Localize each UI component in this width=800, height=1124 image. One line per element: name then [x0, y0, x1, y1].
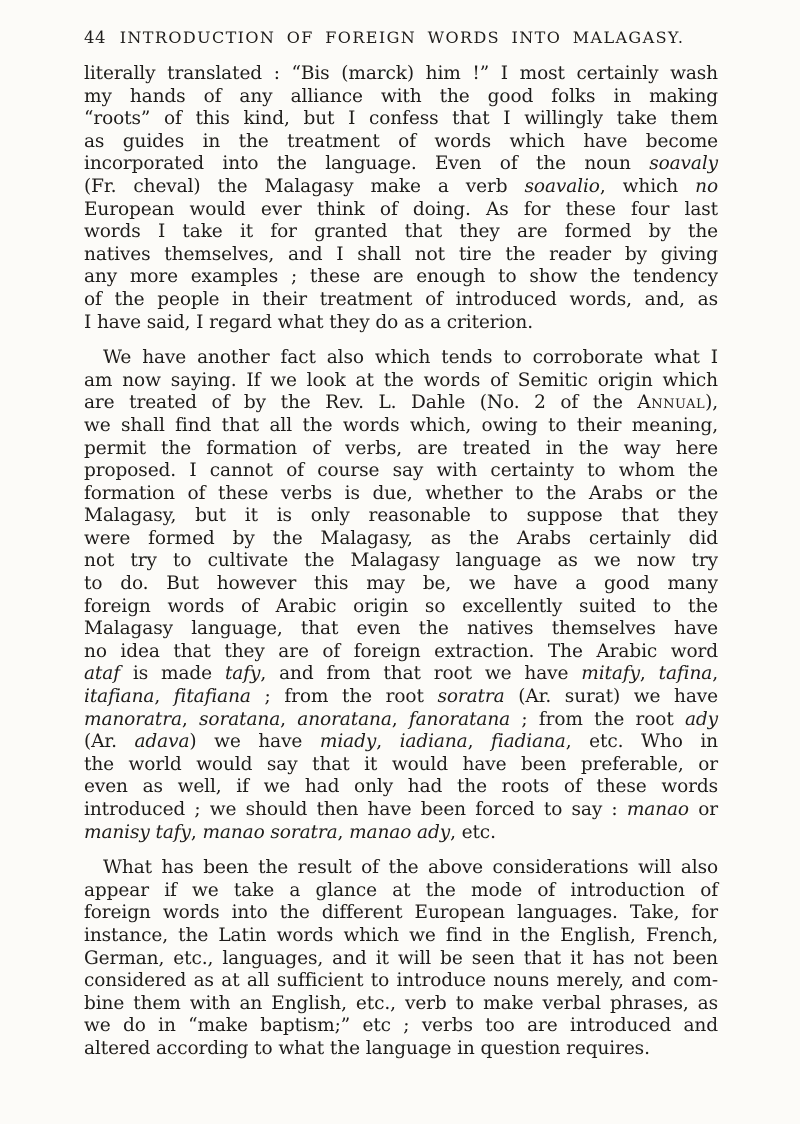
- page-number: 44: [84, 28, 106, 47]
- text-segment: ; from the root: [250, 686, 438, 708]
- text-segment: we do in “make baptism;” etc ; verbs too are introduced and: [84, 1015, 718, 1037]
- text-segment: ,: [376, 731, 400, 753]
- text-segment: ,: [467, 731, 491, 753]
- text-segment: to do. But however this may be, we have a good many: [84, 573, 718, 595]
- text-segment: foreign words of Arabic origin so excellently suited to the: [84, 595, 718, 617]
- paragraph: [84, 63, 718, 334]
- italic-word: manao: [626, 799, 689, 820]
- text-segment: foreign words into the different European languages. Take, for: [84, 902, 718, 924]
- text-line: [84, 663, 718, 686]
- text-segment: I have said, I regard what they do as a criterion.: [84, 311, 533, 333]
- italic-word: ataf: [84, 663, 120, 685]
- text-segment: , etc. Who in: [565, 731, 719, 753]
- text-line: [84, 131, 718, 154]
- text-segment: German, etc., languages, and it will be seen that it has not been: [84, 947, 718, 969]
- text-segment: ,: [181, 708, 200, 730]
- text-segment: considered as at all sufficient to introduce nouns merely, and com-: [84, 970, 718, 992]
- text-segment: European would ever think of doing. As for these four last: [84, 198, 718, 220]
- text-segment: ,: [280, 708, 298, 730]
- text-segment: proposed. I cannot of course say with certainty to whom the: [84, 460, 718, 482]
- text-line: [84, 731, 718, 754]
- italic-word: iadiana: [399, 731, 468, 753]
- text-segment: ,: [337, 821, 350, 843]
- text-segment: altered according to what the language in question requires.: [84, 1037, 650, 1059]
- text-line: [84, 822, 718, 845]
- text-line: [84, 289, 718, 312]
- text-segment: , which: [599, 175, 696, 197]
- text-segment: no idea that they are of foreign extraction. The Arabic word: [84, 640, 718, 662]
- text-line: [84, 199, 718, 222]
- italic-word: manoratra: [84, 708, 182, 730]
- text-line: [84, 483, 718, 506]
- text-line: [84, 754, 718, 777]
- text-line: [84, 153, 718, 176]
- text-segment: (Ar.: [84, 731, 135, 753]
- text-line: [84, 686, 718, 709]
- text-segment: of the people in their treatment of introduced words, and, as: [84, 288, 718, 310]
- text-line: [84, 993, 718, 1016]
- text-segment: any more examples ; these are enough to show the tendency: [84, 266, 718, 288]
- italic-word: anoratana: [297, 708, 392, 730]
- page-header: [84, 28, 720, 47]
- italic-word: tafy: [224, 663, 261, 685]
- text-segment: ,: [190, 821, 203, 843]
- text-line: [84, 370, 718, 393]
- italic-word: itafiana: [84, 686, 155, 708]
- text-segment: not try to cultivate the Malagasy language as we now try: [84, 550, 718, 572]
- text-segment: incorporated into the language. Even of the noun: [84, 153, 650, 175]
- text-segment: Malagasy language, that even the natives themselves have: [84, 618, 718, 640]
- italic-word: soavaly: [649, 153, 718, 175]
- text-segment: literally translated : “Bis (marck) him !” I most certainly wash: [84, 63, 718, 84]
- text-block: [84, 63, 718, 1061]
- text-line: [84, 925, 718, 948]
- text-line: [84, 857, 718, 880]
- text-line: [84, 266, 718, 289]
- text-line: [84, 902, 718, 925]
- text-line: [84, 176, 718, 199]
- text-segment: ,: [712, 663, 719, 685]
- text-line: [84, 948, 718, 971]
- text-segment: my hands of any alliance with the good folks in making: [84, 85, 718, 107]
- italic-word: manisy tafy: [84, 821, 191, 843]
- text-line: [84, 618, 718, 641]
- text-segment: is made: [119, 663, 225, 685]
- text-line: [84, 709, 718, 732]
- text-line: [84, 505, 718, 528]
- italic-word: fanoratana: [408, 708, 511, 730]
- text-segment: ; from the root: [510, 708, 685, 730]
- text-segment: ,: [154, 686, 174, 708]
- text-segment: We have another fact also which tends to corroborate what I: [103, 347, 718, 369]
- text-segment: introduced ; we should then have been forced to say :: [84, 799, 627, 820]
- text-segment: are treated of by the Rev. L. Dahle (No. 2 of the: [84, 392, 638, 414]
- text-line: [84, 312, 718, 335]
- running-title: INTRODUCTION OF FOREIGN WORDS INTO MALAGASY.: [119, 28, 685, 47]
- text-line: [84, 392, 718, 415]
- text-segment: ),: [705, 392, 718, 414]
- text-segment: Malagasy, but it is only reasonable to suppose that they: [84, 505, 718, 527]
- text-segment: , and from that root we have: [260, 663, 582, 685]
- text-segment: ,: [391, 708, 409, 730]
- italic-word: adava: [134, 731, 190, 753]
- text-line: [84, 550, 718, 573]
- text-segment: What has been the result of the above considerations will also: [103, 857, 718, 879]
- text-line: [84, 438, 718, 461]
- text-segment: permit the formation of verbs, are treated in the way here: [84, 437, 718, 459]
- paragraph: [84, 857, 718, 1060]
- italic-word: ady: [685, 708, 719, 730]
- text-line: [84, 221, 718, 244]
- italic-word: miady: [319, 731, 377, 753]
- text-line: [84, 641, 718, 664]
- small-caps-word: Annual: [637, 392, 706, 414]
- text-line: [84, 244, 718, 267]
- text-segment: instance, the Latin words which we find in the English, French,: [84, 924, 718, 946]
- text-segment: ) we have: [189, 731, 320, 753]
- italic-word: soratra: [437, 686, 505, 708]
- italic-word: soavalio: [524, 175, 600, 197]
- text-line: [84, 776, 718, 799]
- text-line: [84, 970, 718, 993]
- text-segment: the world would say that it would have been preferable, or: [84, 753, 718, 775]
- text-segment: , etc.: [450, 821, 496, 843]
- text-line: [84, 880, 718, 903]
- text-segment: formation of these verbs is due, whether to the Arabs or the: [84, 482, 718, 504]
- italic-word: tafina: [658, 663, 713, 685]
- text-segment: appear if we take a glance at the mode of introduction of: [84, 879, 718, 901]
- text-segment: as guides in the treatment of words which have become: [84, 130, 718, 152]
- text-segment: natives themselves, and I shall not tire the reader by giving: [84, 243, 718, 265]
- text-line: [84, 86, 718, 109]
- text-line: [84, 1015, 718, 1038]
- text-segment: (Fr. cheval) the Malagasy make a verb: [84, 175, 525, 197]
- text-segment: we shall find that all the words which, owing to their meaning,: [84, 414, 718, 436]
- italic-word: fiadiana: [491, 731, 566, 753]
- italic-word: fitafiana: [173, 686, 251, 708]
- italic-word: manao soratra: [202, 821, 338, 843]
- italic-word: soratana: [199, 708, 281, 730]
- text-line: [84, 799, 718, 822]
- text-segment: “roots” of this kind, but I confess that I willingly take them: [84, 108, 718, 130]
- text-segment: even as well, if we had only had the roots of these words: [84, 776, 718, 798]
- text-segment: words I take it for granted that they are formed by the: [84, 221, 718, 243]
- text-line: [84, 528, 718, 551]
- text-line: [84, 573, 718, 596]
- italic-word: mitafy: [581, 663, 640, 685]
- text-segment: or: [688, 799, 718, 820]
- text-segment: ,: [639, 663, 659, 685]
- text-line: [84, 108, 718, 131]
- text-line: [84, 1038, 718, 1061]
- paragraph: [84, 347, 718, 844]
- text-line: [84, 460, 718, 483]
- italic-word: no: [695, 175, 718, 197]
- text-segment: am now saying. If we look at the words of Semitic origin which: [84, 369, 718, 391]
- text-line: [84, 415, 718, 438]
- italic-word: manao ady: [349, 821, 451, 843]
- text-line: [84, 347, 718, 370]
- text-line: [84, 63, 718, 86]
- text-segment: (Ar. surat) we have: [504, 686, 718, 708]
- text-segment: bine them with an English, etc., verb to make verbal phrases, as: [84, 992, 718, 1014]
- text-line: [84, 596, 718, 619]
- text-segment: were formed by the Malagasy, as the Arabs certainly did: [84, 527, 718, 549]
